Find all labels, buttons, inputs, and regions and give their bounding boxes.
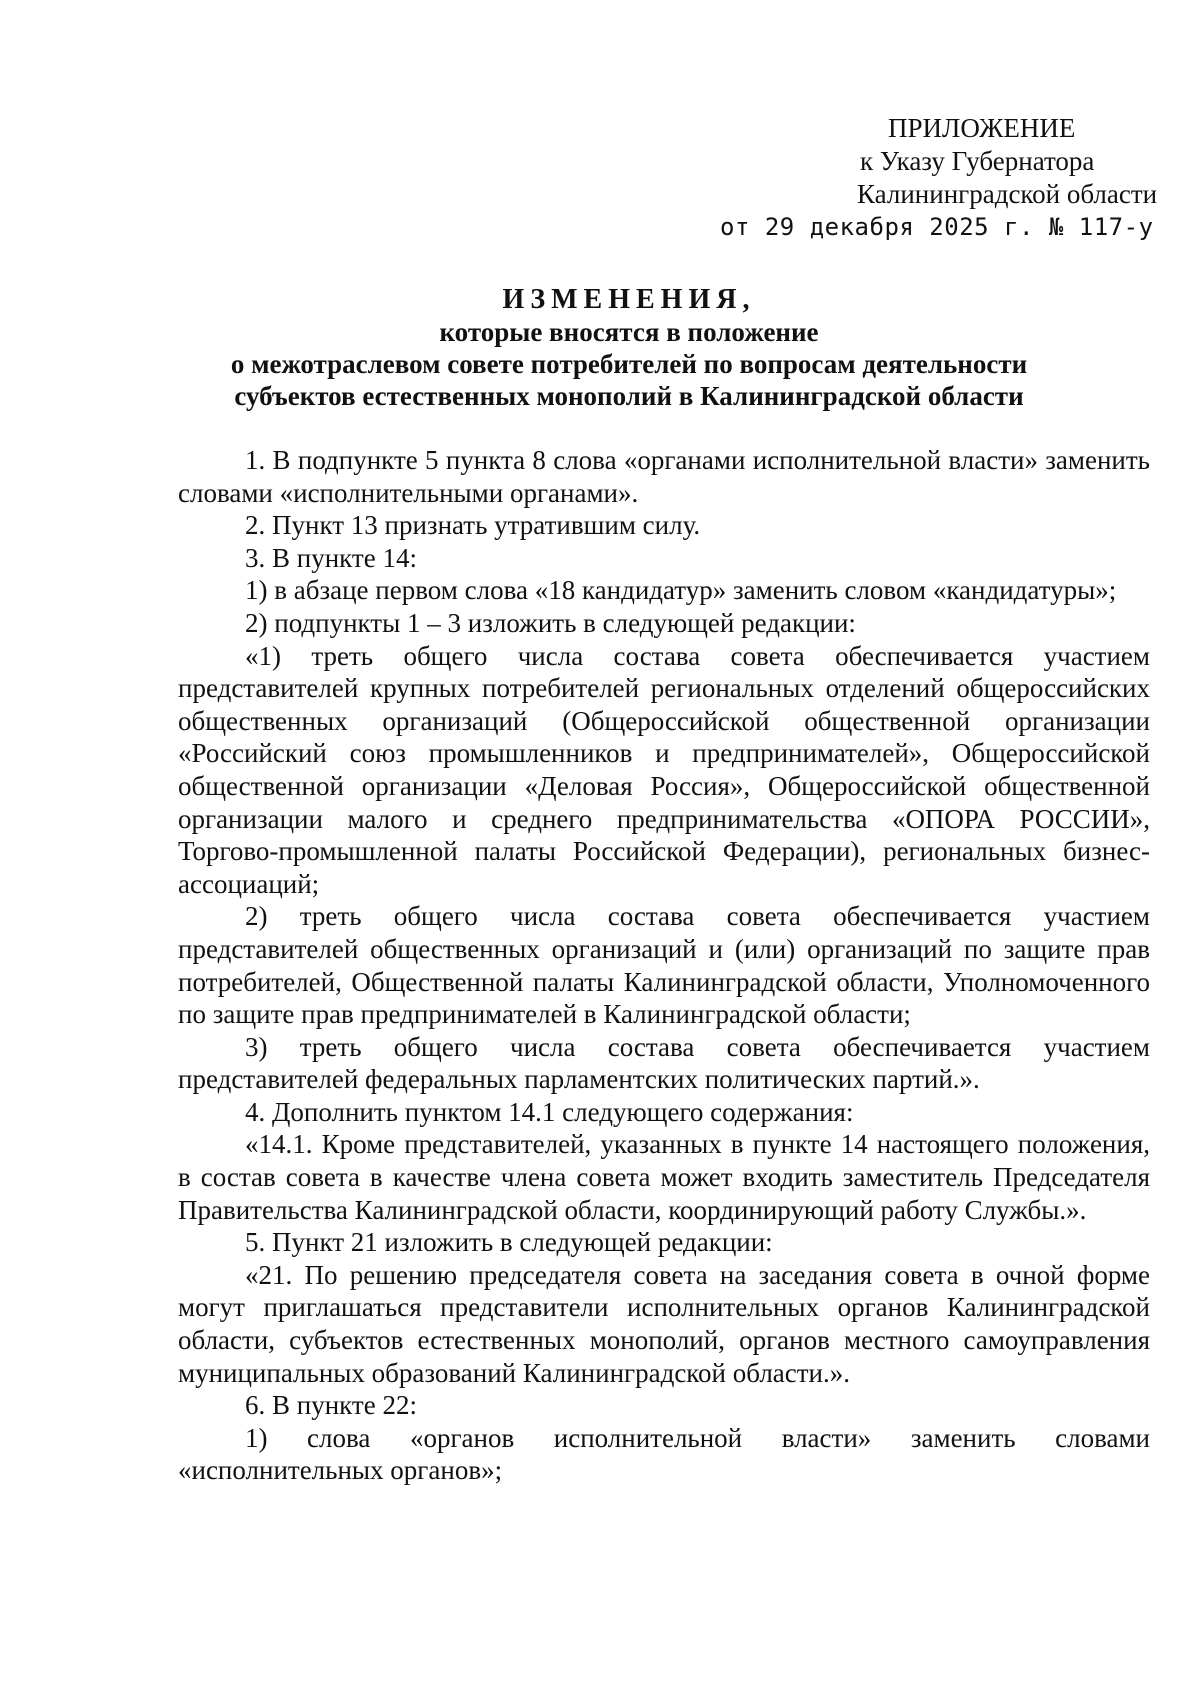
paragraph: 5. Пункт 21 изложить в следующей редакции:: [245, 1227, 773, 1258]
paragraph: 1. В подпункте 5 пункта 8 слова «органами исполнительной власти» заменить словами «исполнительными органами».: [178, 445, 1150, 508]
heading-title: ИЗМЕНЕНИЯ,: [502, 284, 756, 315]
paragraph: 3. В пункте 14:: [245, 542, 417, 573]
heading-line: которые вносятся в положение: [439, 317, 819, 347]
paragraph: «14.1. Кроме представителей, указанных в пункте 14 настоящего положения, в состав совета в качестве члена совета может входить заместитель Председателя Правительства Калининградской области, координирующий работу Службы.».: [178, 1129, 1150, 1225]
paragraph: 2. Пункт 13 признать утратившим силу.: [245, 510, 701, 541]
document-body: [178, 444, 1150, 1487]
appendix-decree-line: к Указу Губернатора: [860, 146, 1095, 176]
heading-line: о межотраслевом совете потребителей по вопросам деятельности: [230, 349, 1028, 379]
heading-line: субъектов естественных монополий в Калининградской области: [234, 381, 1024, 411]
appendix-region-line: Калининградской области: [857, 179, 1158, 209]
appendix-title: ПРИЛОЖЕНИЕ: [888, 113, 1076, 143]
appendix-date-number: от 29 декабря 2025 г. № 117-у: [720, 213, 1154, 241]
paragraph: 2) подпункты 1 – 3 изложить в следующей редакции:: [245, 607, 856, 638]
paragraph: 2) треть общего числа состава совета обеспечивается участием представителей общественных организаций и (или) организаций по защите прав потребителей, Общественной палаты Калининградской области, Уполномоченного по защите прав предпринимателей в Калининградской области;: [178, 901, 1150, 1030]
paragraph: 1) в абзаце первом слова «18 кандидатур» заменить словом «кандидатуры»;: [245, 575, 1117, 606]
appendix-block: [720, 112, 1158, 244]
paragraph: «1) треть общего числа состава совета обеспечивается участием представителей крупных потребителей региональных отделений общероссийских общественных организаций (Общероссийской общественной организации «Российский союз промышленников и предпринимателей», Общероссийской общественной организации «Деловая Россия», Общероссийской общественной организации малого и среднего предпринимательства «ОПОРА РОССИИ», Торгово-промышленной палаты Российской Федерации), региональных бизнес-ассоциаций;: [178, 640, 1150, 899]
paragraph: 3) треть общего числа состава совета обеспечивается участием представителей федеральных парламентских политических партий.».: [178, 1031, 1150, 1095]
paragraph: 6. В пункте 22:: [245, 1390, 417, 1421]
paragraph: «21. По решению председателя совета на заседания совета в очной форме могут приглашаться представители исполнительных органов Калининградской области, субъектов естественных монополий, органов местного самоуправления муниципальных образований Калининградской области.».: [178, 1259, 1150, 1388]
document-heading: [178, 284, 1080, 412]
paragraph: 4. Дополнить пунктом 14.1 следующего содержания:: [245, 1096, 854, 1127]
paragraph: 1) слова «органов исполнительной власти» заменить словами «исполнительных органов»;: [178, 1422, 1150, 1486]
